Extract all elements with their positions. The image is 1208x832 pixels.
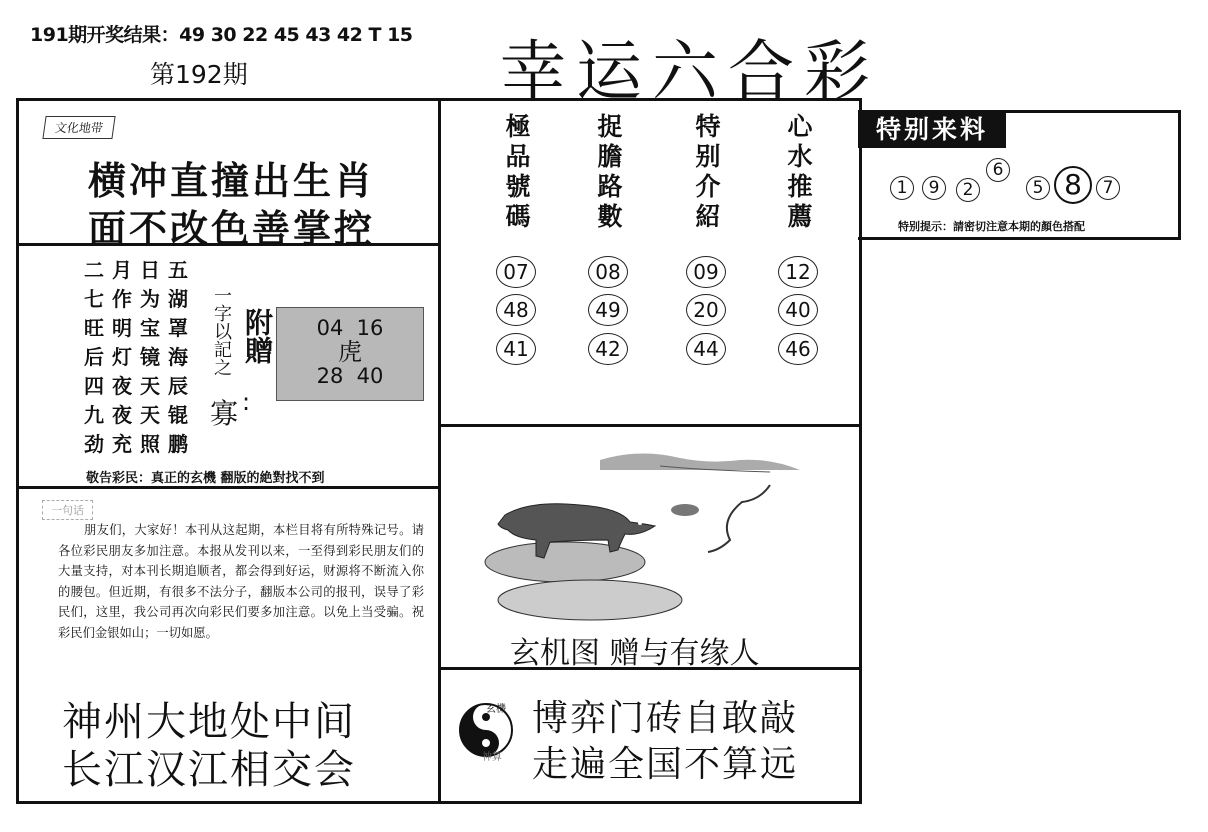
riddle-hint-char: 寡	[210, 397, 239, 430]
special-number: 1	[890, 176, 914, 200]
divider	[438, 98, 441, 801]
riddle-row: 七作为湖	[84, 287, 196, 311]
yin-yang-label-left: 玄機	[486, 704, 506, 715]
column-title-2: 捉膽路數	[597, 112, 623, 231]
warning-text: 敬告彩民：真正的玄機 翻版的絶對找不到	[86, 471, 325, 486]
riddle-row: 二月日五	[84, 258, 196, 282]
number-ball: 49	[588, 294, 628, 326]
number-ball: 42	[588, 333, 628, 365]
page-title: 幸运六合彩	[500, 33, 880, 110]
number-ball: 12	[778, 256, 818, 288]
column-title-3: 特别介紹	[695, 112, 721, 231]
riddle-grid	[84, 254, 209, 457]
slogan-line-2: 面不改色善掌控	[88, 207, 376, 251]
column-title-4: 心水推薦	[787, 112, 813, 231]
number-ball: 46	[778, 333, 818, 365]
bottom-poem-line-2: 走遍全国不算远	[532, 744, 799, 785]
special-number: 5	[1026, 176, 1050, 200]
special-number: 2	[956, 178, 980, 202]
number-ball: 20	[686, 294, 726, 326]
number-ball: 44	[686, 333, 726, 365]
notice-tag: 一句话	[42, 500, 93, 520]
fuzeng-label: 附贈	[241, 308, 274, 364]
riddle-row: 旺明宝罩	[84, 316, 196, 340]
number-ball: 09	[686, 256, 726, 288]
column-title-1: 極品號碼	[505, 112, 531, 231]
riddle-hint-vertical: 一字以記之	[211, 286, 232, 376]
colon-mark: :	[242, 388, 251, 416]
riddle-row: 劲充照鹏	[84, 432, 196, 456]
special-title: 特别来料	[858, 112, 1006, 148]
bonus-box	[276, 307, 424, 401]
slogan-line-1: 横冲直撞出生肖	[88, 159, 376, 203]
number-ball: 41	[496, 333, 536, 365]
special-tip: 特别提示：請密切注意本期的顏色搭配	[898, 220, 1085, 233]
yin-yang-label-right: 神算	[482, 752, 502, 763]
number-ball: 07	[496, 256, 536, 288]
special-number: 9	[922, 176, 946, 200]
number-ball: 08	[588, 256, 628, 288]
poem-line-2: 长江汉江相交会	[62, 747, 356, 793]
riddle-row: 九夜天锟	[84, 403, 196, 427]
riddle-row: 四夜天辰	[84, 374, 196, 398]
section-tag: 文化地带	[42, 116, 115, 139]
bonus-numbers-top: 04 16	[316, 316, 384, 340]
illustration-caption: 玄机图 赠与有缘人	[510, 636, 760, 671]
number-ball: 48	[496, 294, 536, 326]
poem-line-1: 神州大地处中间	[62, 699, 356, 745]
boar-illustration	[470, 440, 830, 630]
divider	[438, 424, 859, 427]
special-number-highlight: 8	[1054, 166, 1092, 204]
divider	[16, 486, 440, 489]
last-result: 191期开奖结果：49 30 22 45 43 42 T 15	[30, 24, 413, 46]
bottom-poem-line-1: 博弈门砖自敢敲	[532, 698, 799, 739]
notice-body: 朋友们，大家好！本刊从这起期，本栏目将有所特殊记号。请各位彩民朋友多加注意。本报从发刊以来，一至得到彩民朋友们的大量支持，对本刊长期追顺者，都会得到好运，财源将不断流入你的腰包。但近期，有很多不法分子，翻版本公司的报刊，误导了彩民们，这里，我公司再次向彩民们要多加注意。以免上当受骗。祝彩民们金银如山；一切如愿。	[58, 523, 424, 640]
issue-number: 第192期	[150, 60, 248, 89]
bonus-zodiac: 虎	[338, 338, 362, 366]
bonus-numbers-bottom: 28 40	[316, 364, 384, 388]
special-number: 6	[986, 158, 1010, 182]
number-ball: 40	[778, 294, 818, 326]
riddle-row: 后灯镜海	[84, 345, 196, 369]
special-number: 7	[1096, 176, 1120, 200]
